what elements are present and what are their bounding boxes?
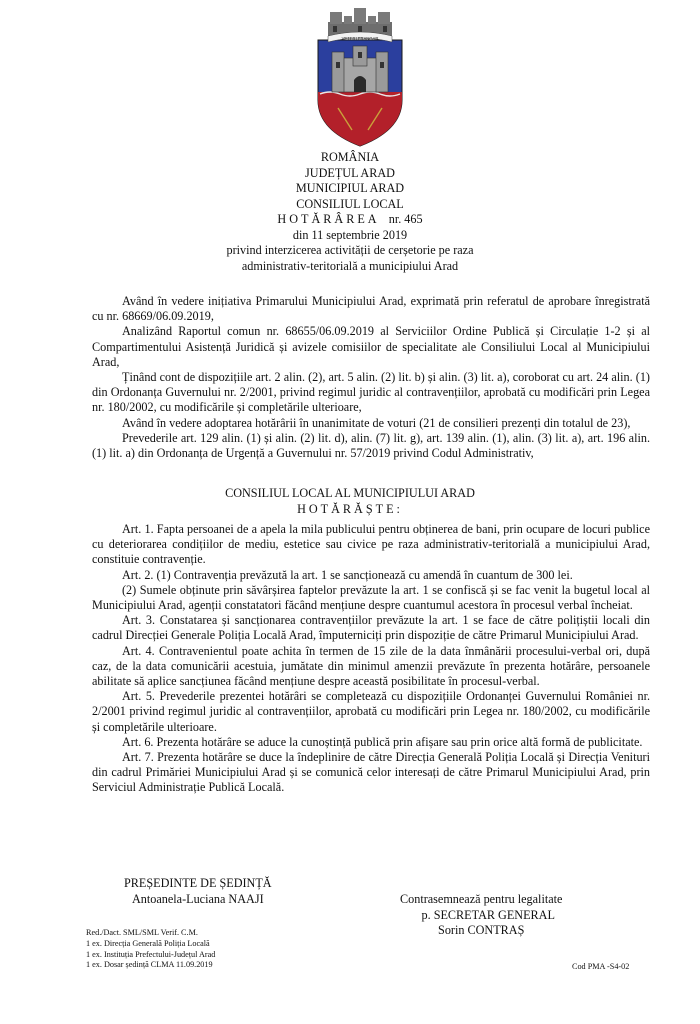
council-decides-block [0, 486, 700, 517]
article-paragraph: Art. 5. Prevederile prezentei hotărâri se completează cu dispozițiile Ordonanței Guvernului României nr. 2/2001 privind regimul juridic al contravențiilor, aprobată cu modificări prin Legea nr. 180/2002, cu modificările și completările ulterioare. [92, 689, 650, 734]
castle-icon [332, 46, 388, 92]
article-paragraph: Art. 3. Constatarea și sancționarea contravențiilor prevăzute la art. 1 se face de către polițiștii locali din cadrul Direcției Generale Poliția Locală Arad, împuterniciți prin dispoziție de către Primarul Municipiului Arad. [92, 613, 650, 643]
president-title: PREȘEDINTE DE ȘEDINȚĂ [124, 876, 272, 890]
article-paragraph: Art. 1. Fapta persoanei de a apela la mila publicului pentru obținerea de bani, prin ocupare de locuri publice cu deteriorarea condițiilor de mediu, estetice sau civice pe raza administrativ-teritorială a municipiului Arad, constituie contravenție. [92, 522, 650, 567]
president-name: Antoanela-Luciana NAAJI [132, 891, 264, 906]
countersign-label: Contrasemnează pentru legalitate [400, 892, 563, 906]
preamble-paragraph: Analizând Raportul comun nr. 68655/06.09.2019 al Serviciilor Ordine Publică și Circulație 1-2 și al Compartimentului Asistență Juridică și avizele comisiilor de specialitate ale Consiliului Local al Municipiului Arad, [92, 324, 650, 369]
secretary-title: p. SECRETAR GENERAL [421, 907, 555, 922]
preamble-paragraph: Ținând cont de dispozițiile art. 2 alin. (2), art. 5 alin. (2) lit. b) și alin. (3) lit. a), coroborat cu art. 24 alin. (1) din Ordonanța Guvernului nr. 2/2001, privind regimul juridic al contravențiilor, aprobată cu modificări prin Legea nr. 180/2002, cu modificările și completările ulterioare, [92, 370, 650, 415]
secretary-name: Sorin CONTRAȘ [438, 923, 525, 937]
articles [92, 522, 650, 796]
secretary-signature-block [400, 892, 562, 939]
article-paragraph: Art. 6. Prezenta hotărâre se aduce la cunoștință publică prin afișare sau prin orice altă formă de publicitate. [122, 734, 643, 749]
preamble [92, 294, 650, 461]
decision-date: din 11 septembrie 2019 [292, 227, 408, 242]
footer-note: 1 ex. Dosar ședință CLMA 11.09.2019 [86, 960, 213, 970]
preamble-paragraph: Având în vedere adoptarea hotărârii în unanimitate de voturi (21 de consilieri prezenți din totalul de 23), [122, 415, 631, 430]
footer-note: 1 ex. Direcția Generală Poliția Locală [86, 938, 210, 948]
article-paragraph: Art. 7. Prezenta hotărâre se duce la îndeplinire de către Direcția Generală Poliția Locală și Direcția Venituri din cadrul Primăriei Municipiului Arad și se comunică celor interesați de către Primarul Municipiului Arad, prin Serviciul Administrație Publică Locală. [92, 750, 650, 795]
decision-title [0, 212, 700, 228]
municipality-label: MUNICIPIUL ARAD [295, 181, 405, 195]
distribution-notes [86, 928, 215, 971]
council-heading: CONSILIUL LOCAL AL MUNICIPIULUI ARAD [225, 486, 475, 500]
motto-text: VETERI FRANGAR [341, 36, 379, 41]
article-paragraph: Art. 4. Contravenientul poate achita în termen de 15 zile de la data înmânării procesului-verbal ori, după caz, de la data comunicării acestuia, jumătate din minimul amenzii prevăzute în prezenta hotărâre, persoanele abilitate să aplice sancțiunea făcând mențiune despre această posibilitate în procesul-verbal. [92, 643, 650, 689]
document-header [0, 150, 700, 274]
preamble-paragraph: Prevederile art. 129 alin. (1) și alin. (2) lit. d), alin. (7) lit. g), art. 139 alin. (1), alin. (3) lit. a), art. 196 alin. (1) lit. a) din Ordonanța de Urgență a Guvernului nr. 57/2019 privind Codul Administrativ, [92, 430, 650, 461]
county-label: JUDEȚUL ARAD [305, 165, 395, 180]
document-code: Cod PMA -S4-02 [572, 962, 630, 971]
article-paragraph: (2) Sumele obținute prin săvârșirea faptelor prevăzute la art. 1 se confiscă și se fac venit la bugetul local al Municipiului Arad, agenții constatatori făcând mențiune despre cuantumul acestora în procesul verbal încheiat. [92, 582, 650, 613]
decision-subject-line1: privind interzicerea activității de cerșetorie pe raza [226, 243, 474, 257]
arad-coat-of-arms [308, 8, 412, 148]
footer-note: Red./Dact. SML/SML Verif. C.M. [86, 928, 198, 937]
preamble-paragraph: Având în vedere inițiativa Primarului Municipiului Arad, exprimată prin referatul de aprobare înregistrată cu nr. 68669/06.09.2019, [92, 294, 650, 324]
footer-note: 1 ex. Instituția Prefectului-Județul Arad [86, 949, 216, 959]
country-label: ROMÂNIA [320, 150, 380, 164]
decision-number: nr. 465 [388, 212, 423, 226]
council-label: CONSILIUL LOCAL [296, 196, 404, 211]
decision-subject-line2: administrativ-teritorială a municipiului Arad [241, 258, 459, 273]
decides-heading: HOTĂRĂȘTE: [297, 501, 403, 516]
decision-word: HOTĂRÂREA [277, 212, 380, 226]
president-signature-block [124, 876, 272, 907]
article-paragraph: Art. 2. (1) Contravenția prevăzută la art. 1 se sancționează cu amendă în cuantum de 300 lei. [122, 567, 573, 582]
